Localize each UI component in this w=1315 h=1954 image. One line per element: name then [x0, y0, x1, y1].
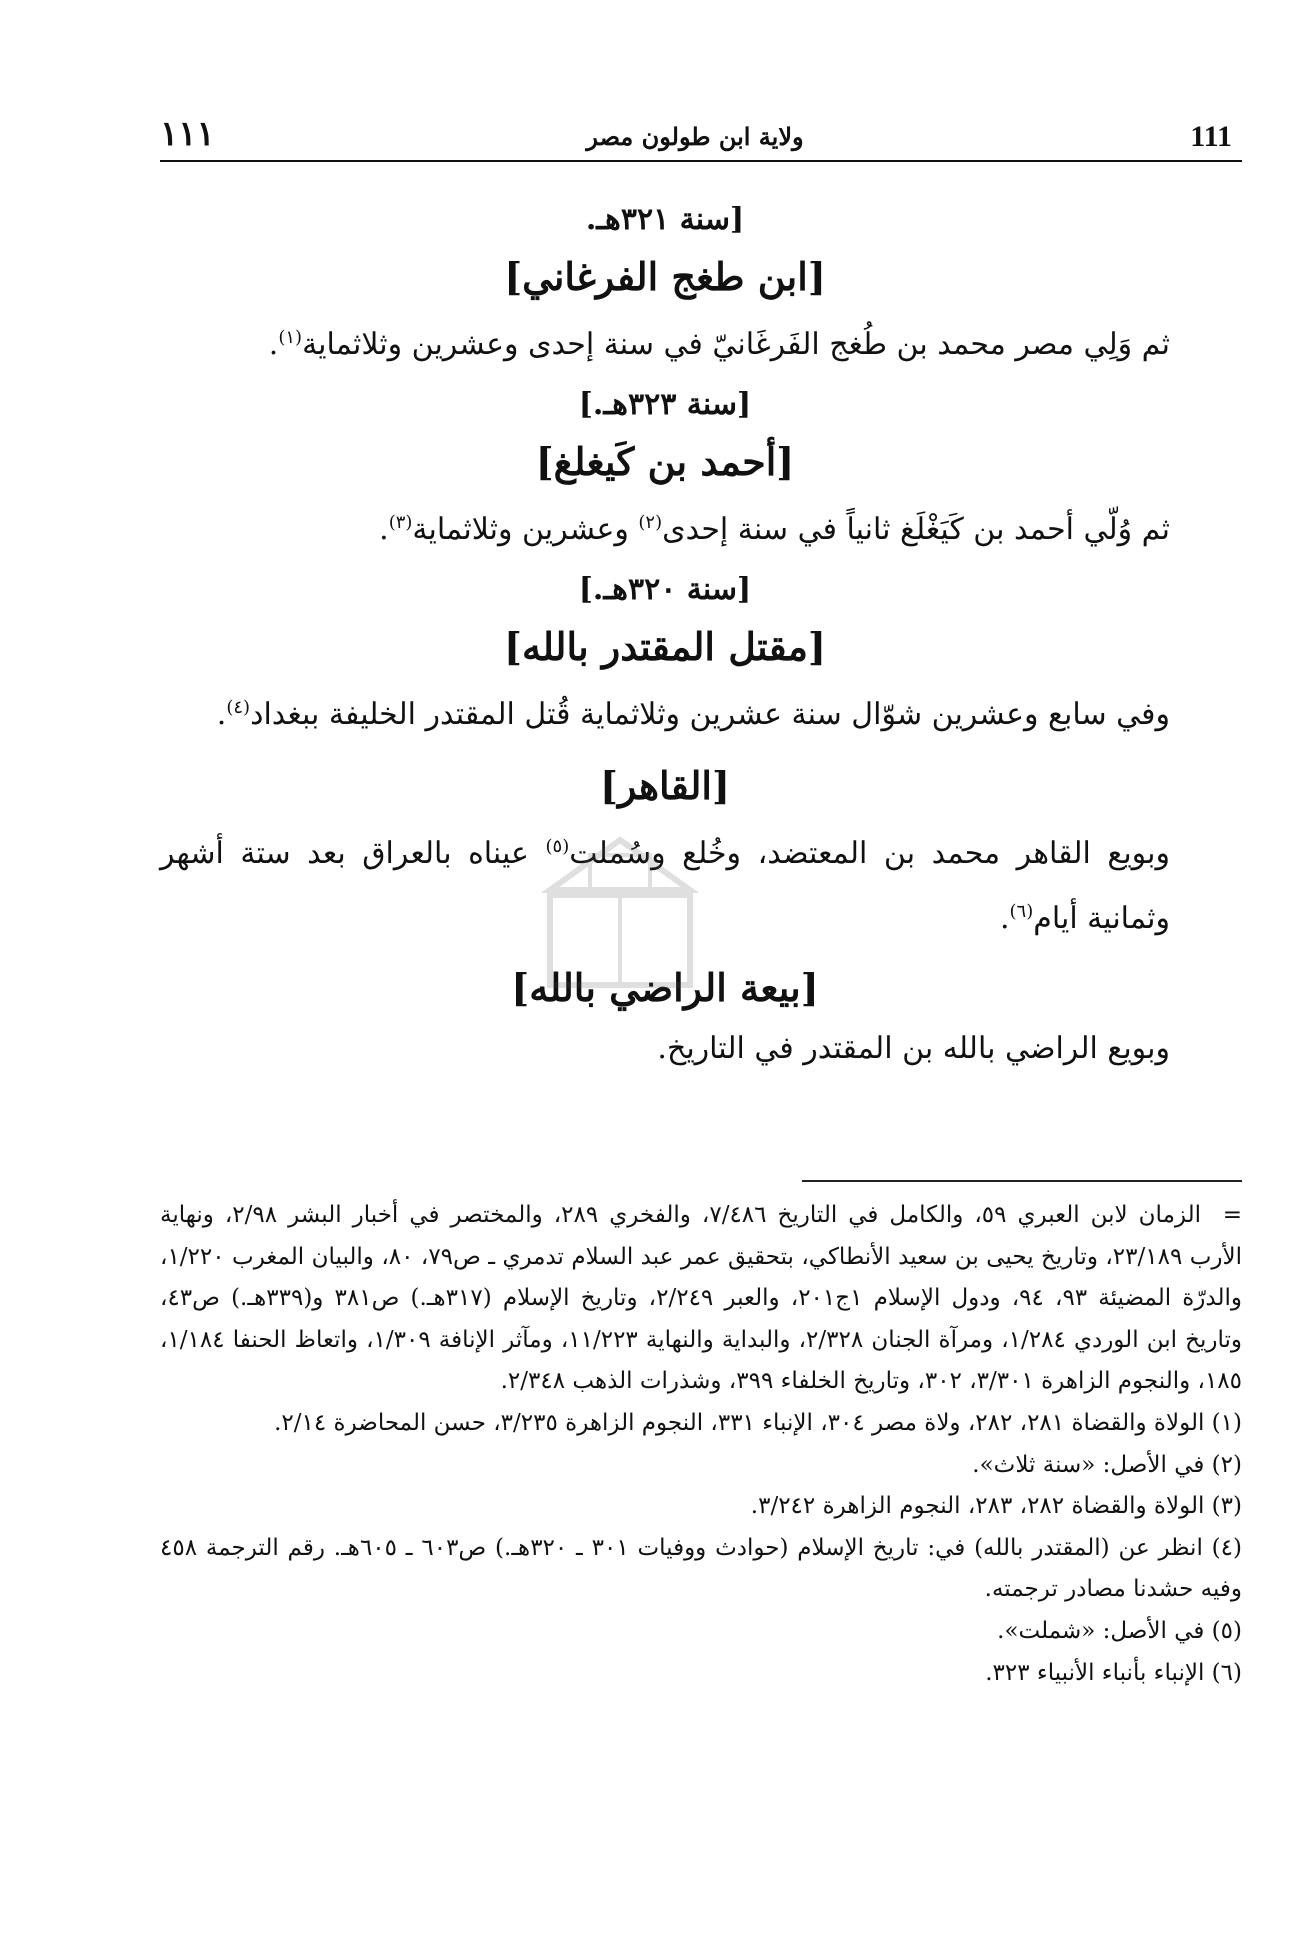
paragraph: ثم وَلِي مصر محمد بن طُغج الفَرغَانيّ في سنة إحدى وعشرين وثلاثماية$^{(١)}$. [268, 327, 1170, 362]
footnotes [160, 1195, 1242, 1694]
section-title: [بيعة الراضي بالله] [511, 965, 819, 1010]
footnote: (٦) الإنباء بأنباء الأنبياء ٣٢٣. [985, 1659, 1242, 1686]
year-heading: [سنة ٣٢٠هـ.] [578, 572, 752, 607]
header-rule [160, 160, 1242, 162]
year-heading: [سنة ٣٢١هـ. [585, 202, 745, 237]
year-heading: [سنة ٣٢٣هـ.] [578, 387, 752, 422]
paragraph: وبويع الراضي بالله بن المقتدر في التاريخ. [657, 1031, 1170, 1066]
footnote: (٥) في الأصل: «شملت». [997, 1617, 1242, 1644]
paragraph: وفي سابع وعشرين شوّال سنة عشرين وثلاثماية قُتل المقتدر الخليفة ببغداد$^{(٤)}$. [216, 697, 1170, 732]
page-number-latin: 111 [1190, 120, 1232, 153]
page-number-arabic: ١١١ [160, 114, 215, 154]
footnote: (٢) في الأصل: «سنة ثلاث». [972, 1451, 1242, 1478]
section-title: [القاهر] [600, 763, 730, 808]
library-watermark-icon [520, 835, 720, 995]
footnote: (١) الولاة والقضاة ٢٨١، ٢٨٢، ولاة مصر ٣٠٤، الإنباء ٣٣١، النجوم الزاهرة ٣/٢٣٥، حسن المحاضرة ٢/١٤. [274, 1409, 1242, 1436]
footnote-ref: (٤) [226, 697, 251, 718]
paragraph: وبويع القاهر محمد بن المعتضد، وخُلع وسُملت$^{(٥)}$ عيناه بالعراق بعد ستة أشهر وثمانية أيام$^{(٦)}$. [160, 836, 1170, 936]
footnote-ref: (٥) [545, 836, 570, 857]
section-title: [مقتل المقتدر بالله] [503, 624, 827, 669]
section-title: [ابن طغج الفرغاني] [504, 254, 826, 299]
footnote-ref: (٦) [1009, 901, 1034, 922]
footnote-rule [802, 1180, 1242, 1182]
footnote-ref: (١) [278, 327, 303, 348]
paragraph: ثم وُلّي أحمد بن كَيَغْلَغ ثانياً في سنة إحدى$^{(٢)}$ وعشرين وثلاثماية$^{(٣)}$. [379, 512, 1170, 547]
footnote: = الزمان لابن العبري ٥٩، والكامل في التاريخ ٧/٤٨٦، والفخري ٢٨٩، والمختصر في أخبار البشر ٢/٩٨، ونهاية الأرب ٢٣/١٨٩، وتاريخ يحيى بن سعيد الأنطاكي، بتحقيق عمر عبد السلام تدمري ـ ص٧٩، ٨٠، والبيان المغرب ١/٢٢٠، والدرّة المضيئة ٩٣، ٩٤، ودول الإسلام ١ج٢٠١، والعبر ٢/٢٤٩، وتاريخ الإسلام (٣١٧هـ.) ص٣٨١ و(٣٣٩هـ.) ص٤٣، وتاريخ ابن الوردي ١/٢٨٤، ومرآة الجنان ٢/٣٢٨، والبداية والنهاية ١١/٢٢٣، ومآثر الإنافة ١/٣٠٩، واتعاظ الحنفا ١/١٨٤، ١٨٥، والنجوم الزاهرة ٣/٣٠١، ٣٠٢، وتاريخ الخلفاء ٣٩٩، وشذرات الذهب ٢/٣٤٨. [160, 1202, 1243, 1395]
footnote-ref: (٣) [388, 512, 413, 533]
section-title: [أحمد بن كَيغلغ] [535, 439, 795, 484]
footnote: (٣) الولاة والقضاة ٢٨٢، ٢٨٣، النجوم الزاهرة ٣/٢٤٢. [750, 1493, 1242, 1520]
footnote-ref: (٢) [638, 512, 663, 533]
page-header [150, 110, 1240, 158]
footnote: (٤) انظر عن (المقتدر بالله) في: تاريخ الإسلام (حوادث ووفيات ٣٠١ ـ ٣٢٠هـ.) ص٦٠٣ ـ ٦٠٥هـ. رقم الترجمة ٤٥٨ وفيه حشدنا مصادر ترجمته. [160, 1534, 1242, 1603]
running-title: ولاية ابن طولون مصر [586, 122, 804, 151]
